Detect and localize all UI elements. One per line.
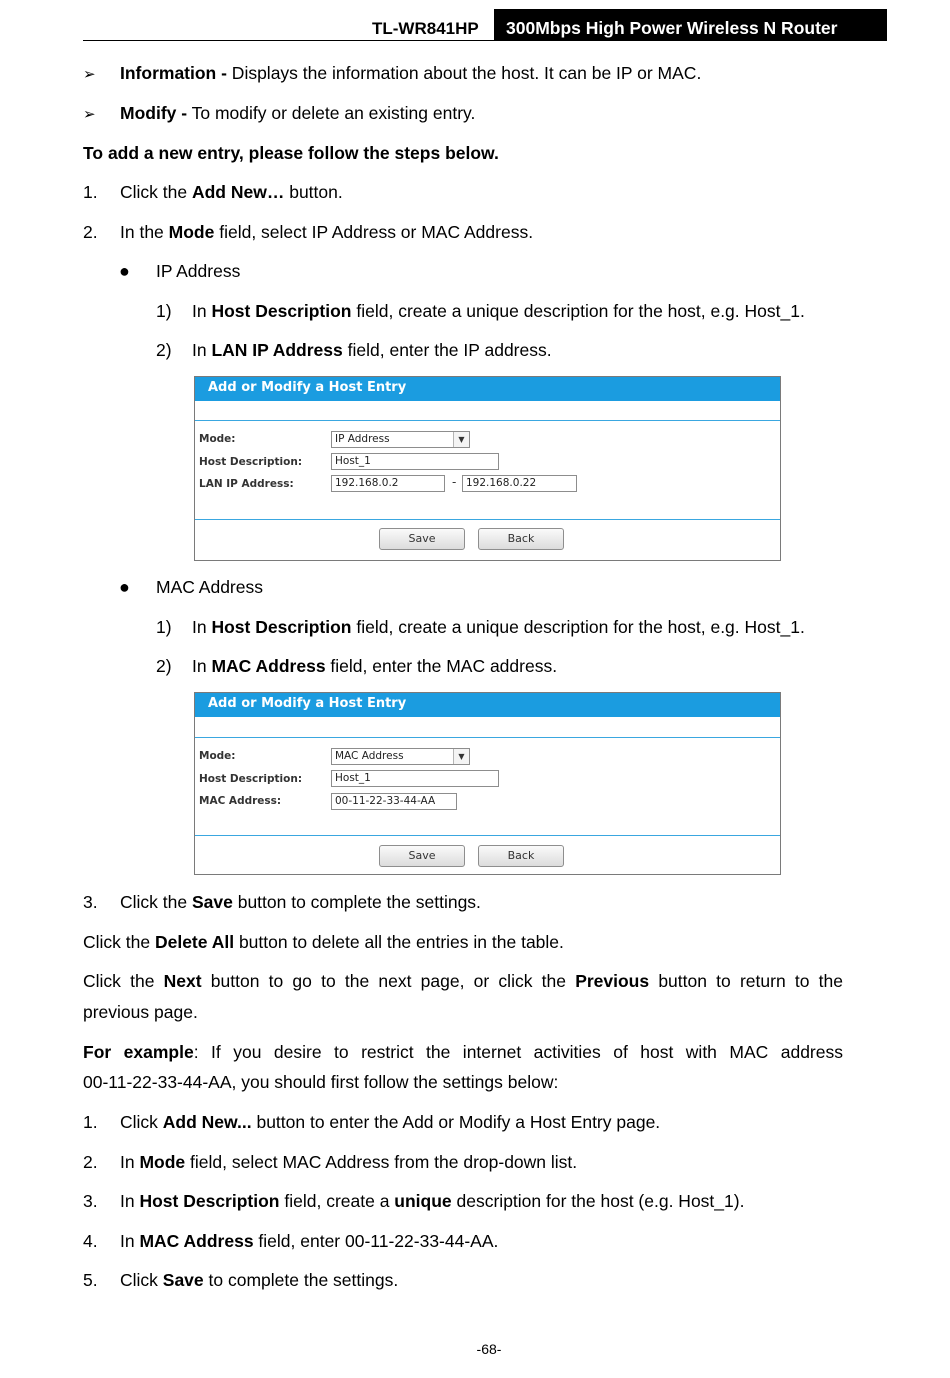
arrow-bullet-icon: ➢ [83, 66, 96, 83]
back-button[interactable]: Back [478, 528, 564, 550]
mac-section-label: MAC Address [156, 577, 263, 597]
example-step-2: In Mode field, select MAC Address from the drop-down list. [120, 1152, 578, 1172]
example-paragraph-line-2: 00-11-22-33-44-AA, you should first follow the settings below: [83, 1072, 559, 1092]
page-number: -68- [476, 1341, 502, 1357]
step-3-text: Click the Save button to complete the settings. [120, 892, 481, 912]
intro-item-modify: Modify - To modify or delete an existing entry. [120, 103, 476, 123]
panel-divider [195, 835, 780, 836]
step-number: 2. [83, 1152, 98, 1172]
ip-range-separator: - [452, 475, 457, 489]
mac-sub-step-2: In MAC Address field, enter the MAC address. [192, 656, 558, 676]
save-button[interactable]: Save [379, 845, 465, 867]
ip-sub-step-2: In LAN IP Address field, enter the IP address. [192, 340, 552, 360]
lan-ip-end-input[interactable]: 192.168.0.22 [462, 475, 577, 492]
step-number: 1. [83, 1112, 98, 1132]
host-description-label: Host Description: [199, 456, 303, 468]
step-2-text: In the Mode field, select IP Address or MAC Address. [120, 222, 534, 242]
sub-step-number: 1) [156, 301, 172, 321]
step-1-text: Click the Add New… button. [120, 182, 343, 202]
chevron-down-icon: ▼ [453, 749, 469, 764]
mac-host-entry-panel [194, 692, 781, 875]
chevron-down-icon: ▼ [453, 432, 469, 447]
step-number: 4. [83, 1231, 98, 1251]
example-step-4: In MAC Address field, enter 00-11-22-33-44-AA. [120, 1231, 499, 1251]
round-bullet-icon: ● [119, 261, 130, 281]
delete-all-paragraph: Click the Delete All button to delete all the entries in the table. [83, 932, 564, 952]
sub-step-number: 2) [156, 340, 172, 360]
mode-select-value: IP Address [335, 433, 390, 445]
ip-section-label: IP Address [156, 261, 241, 281]
mac-sub-step-1: In Host Description field, create a unique description for the host, e.g. Host_1. [192, 617, 805, 637]
mode-select[interactable] [331, 431, 470, 448]
ip-sub-step-1: In Host Description field, create a unique description for the host, e.g. Host_1. [192, 301, 805, 321]
mode-label: Mode: [199, 750, 236, 762]
arrow-bullet-icon: ➢ [83, 106, 96, 123]
ip-host-entry-panel [194, 376, 781, 561]
step-number: 2. [83, 222, 98, 242]
example-step-1: Click Add New... button to enter the Add or Modify a Host Entry page. [120, 1112, 661, 1132]
step-number: 3. [83, 1191, 98, 1211]
panel-divider [195, 737, 780, 738]
mode-select[interactable] [331, 748, 470, 765]
panel-title: Add or Modify a Host Entry [195, 693, 780, 717]
host-description-input[interactable]: Host_1 [331, 770, 499, 787]
step-number: 3. [83, 892, 98, 912]
mac-address-input[interactable]: 00-11-22-33-44-AA [331, 793, 457, 810]
intro-item-information: Information - Displays the information about the host. It can be IP or MAC. [120, 63, 702, 83]
mode-label: Mode: [199, 433, 236, 445]
round-bullet-icon: ● [119, 577, 130, 597]
example-step-3: In Host Description field, create a unique description for the host (e.g. Host_1). [120, 1191, 745, 1211]
panel-title: Add or Modify a Host Entry [195, 377, 780, 401]
mac-address-label: MAC Address: [199, 795, 282, 807]
save-button[interactable]: Save [379, 528, 465, 550]
header-model: TL-WR841HP [372, 19, 479, 38]
lan-ip-address-label: LAN IP Address: [199, 478, 294, 490]
example-step-5: Click Save to complete the settings. [120, 1270, 399, 1290]
example-paragraph-line-1: For example: If you desire to restrict the internet activities of host with MAC address [83, 1042, 843, 1062]
step-number: 1. [83, 182, 98, 202]
lan-ip-start-input[interactable]: 192.168.0.2 [331, 475, 445, 492]
host-description-input[interactable]: Host_1 [331, 453, 499, 470]
panel-divider [195, 420, 780, 421]
mode-select-value: MAC Address [335, 750, 404, 762]
sub-step-number: 1) [156, 617, 172, 637]
back-button[interactable]: Back [478, 845, 564, 867]
next-previous-paragraph-line-1: Click the Next button to go to the next page, or click the Previous button to return to the [83, 971, 844, 991]
host-description-label: Host Description: [199, 773, 303, 785]
header-rule [83, 40, 887, 41]
header-title: 300Mbps High Power Wireless N Router [506, 18, 838, 38]
steps-heading: To add a new entry, please follow the steps below. [83, 143, 499, 163]
next-previous-paragraph-line-2: previous page. [83, 1002, 198, 1022]
panel-divider [195, 519, 780, 520]
sub-step-number: 2) [156, 656, 172, 676]
step-number: 5. [83, 1270, 98, 1290]
